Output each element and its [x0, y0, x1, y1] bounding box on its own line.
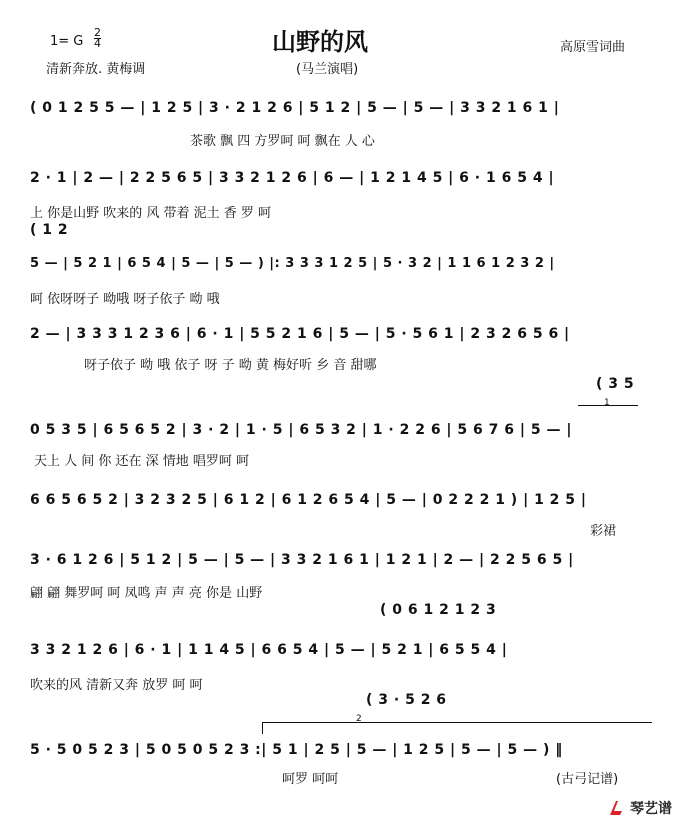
- lyric-line-2: 上 你是山野 吹来的 风 带着 泥土 香 罗 呵: [30, 206, 272, 221]
- lyric-line-6: 彩裙: [590, 524, 617, 539]
- lyric-line-7: 翩 翩 舞罗呵 呵 凤鸣 声 声 亮 你是 山野: [30, 586, 263, 601]
- song-title: 山野的风: [272, 28, 368, 56]
- volta-1-label: 1: [604, 398, 610, 408]
- tempo-style: 清新奔放. 黄梅调: [46, 62, 146, 77]
- notation-intro-bracket-1: ( 1 2: [30, 222, 69, 238]
- lyric-line-9: 呵罗 呵呵: [282, 772, 339, 787]
- key-signature: 1= G: [50, 34, 84, 49]
- site-logo: [608, 798, 672, 818]
- notation-line-8: 3 3 2 1 2 6 | 6 · 1 | 1 1 4 5 | 6 6 5 4 | 5 — | 5 2 1 | 6 5 5 4 |: [30, 642, 508, 658]
- lyric-line-3: 呵 依呀呀子 呦哦 呀子依子 呦 哦: [30, 292, 220, 307]
- transcriber-credit: (古弓记谱): [556, 772, 619, 787]
- notation-line-4: 2 — | 3 3 3 1 2 3 6 | 6 · 1 | 5 5 2 1 6 | 5 — | 5 · 5 6 1 | 2 3 2 6 5 6 |: [30, 326, 570, 342]
- lyric-line-5: 天上 人 间 你 还在 深 情地 唱罗呵 呵: [34, 454, 250, 469]
- performer: (马兰演唱): [296, 62, 359, 77]
- notation-bracket-3: ( 0 6 1 2 1 2 3: [380, 602, 497, 618]
- notation-line-2: 2 · 1 | 2 — | 2 2 5 6 5 | 3 3 2 1 2 6 | 6 — | 1 2 1 4 5 | 6 · 1 6 5 4 |: [30, 170, 555, 186]
- volta-2-line: [262, 722, 652, 723]
- volta-2-start-tick: [262, 722, 263, 734]
- lyric-line-4: 呀子依子 呦 哦 依子 呀 子 呦 黄 梅好听 乡 音 甜哪: [84, 358, 377, 373]
- notation-line-9: 5 · 5 0 5 2 3 | 5 0 5 0 5 2 3 :| 5 1 | 2 5 | 5 — | 1 2 5 | 5 — | 5 — ) ‖: [30, 742, 563, 758]
- notation-line-6: 6 6 5 6 5 2 | 3 2 3 2 5 | 6 1 2 | 6 1 2 6 5 4 | 5 — | 0 2 2 2 1 ) | 1 2 5 |: [30, 492, 587, 508]
- notation-line-5: 0 5 3 5 | 6 5 6 5 2 | 3 · 2 | 1 · 5 | 6 5 3 2 | 1 · 2 2 6 | 5 6 7 6 | 5 — |: [30, 422, 572, 438]
- lyric-line-1: 茶歌 飘 四 方罗呵 呵 飘在 人 心: [190, 134, 375, 149]
- notation-line-1: ( 0 1 2 5 5 — | 1 2 5 | 3 · 2 1 2 6 | 5 1 2 | 5 — | 5 — | 3 3 2 1 6 1 |: [30, 100, 560, 116]
- notation-bracket-4: ( 3 · 5 2 6: [366, 692, 447, 708]
- notation-line-3: 5 — | 5 2 1 | 6 5 4 | 5 — | 5 — ) |: 3 3 3 1 2 5 | 5 · 3 2 | 1 1 6 1 2 3 2 |: [30, 256, 555, 271]
- logo-mark-icon: [608, 799, 626, 817]
- lyric-line-8: 吹来的风 清新又奔 放罗 呵 呵: [30, 678, 203, 693]
- watermark-text: 琴艺谱: [630, 801, 672, 817]
- notation-bracket-2: ( 3 5: [596, 376, 635, 392]
- credits: 高原雪词曲: [560, 40, 626, 55]
- time-signature: 2 4: [94, 26, 101, 50]
- volta-2-label: 2: [356, 714, 362, 724]
- notation-line-7: 3 · 6 1 2 6 | 5 1 2 | 5 — | 5 — | 3 3 2 1 6 1 | 1 2 1 | 2 — | 2 2 5 6 5 |: [30, 552, 574, 568]
